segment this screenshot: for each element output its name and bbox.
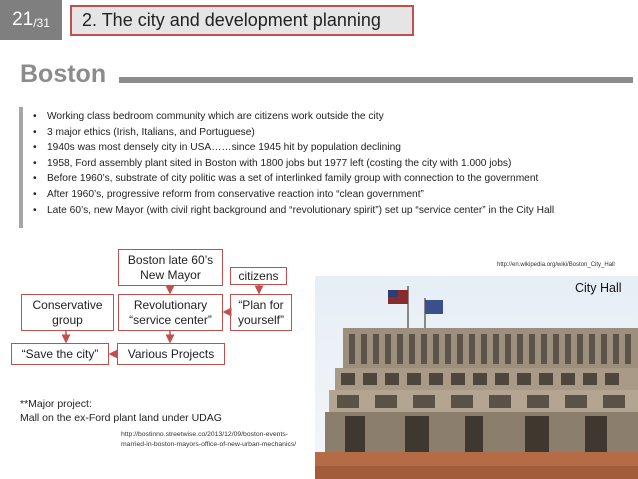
city-hall-illustration [315,276,638,479]
list-item: • 3 major ethics (Irish, Italians, and Portuguese) [33,125,633,141]
list-item: • 1940s was most densely city in USA……since 1945 hit by population declining [33,140,633,156]
node-revolutionary-line1: Revolutionary [133,297,208,312]
node-various-projects-label: Various Projects [127,346,215,361]
node-new-mayor-line2: New Mayor [140,267,201,282]
source-bostinno-line2: married-in-boston-mayors-office-of-new-urban-mechanics/ [121,441,297,448]
source-link-wikipedia[interactable]: http://en.wikipedia.org/wiki/Boston_City_Hall [497,262,615,268]
list-item: • After 1960’s, progressive reform from conservative reaction into “clean government” [33,187,633,203]
node-new-mayor-line1: Boston late 60’s [127,252,214,267]
city-hall-photo [315,276,638,479]
node-save-the-city-label: “Save the city” [21,346,99,361]
topic-title: 2. The city and development planning [82,10,381,30]
major-project-heading: **Major project: [20,398,92,410]
node-citizens-label: citizens [238,268,279,283]
page-title: Boston [20,60,107,88]
node-conservative-line2: group [52,312,83,327]
major-project-detail: Mall on the ex-Ford plant land under UDAG [20,412,222,424]
photo-caption: City Hall [575,281,622,295]
list-item: • Working class bedroom community which are citizens work outside the city [33,109,633,125]
list-item: • Before 1960’s, substrate of city politic was a set of interlinked family group with connection to the government [33,171,633,187]
node-revolutionary-line2: “service center” [129,312,212,327]
major-project-note [20,397,222,425]
node-plan-line2: yourself” [237,312,284,327]
source-link-bostinno[interactable] [121,430,331,450]
node-plan-line1: “Plan for [238,297,284,312]
node-conservative-line1: Conservative [32,297,103,312]
list-item: • Late 60’s, new Mayor (with civil right background and “revolutionary spirit”) set up “service center” in the City Hall [33,203,633,219]
slide-current: 21 [12,9,34,30]
source-bostinno-line1: http://bostinno.streetwise.co/2013/12/09/boston-events- [121,431,289,438]
slide-total: /31 [33,15,50,30]
list-item: • 1958, Ford assembly plant sited in Boston with 1800 jobs but 1977 left (costing the city with 1.000 jobs) [33,156,633,172]
